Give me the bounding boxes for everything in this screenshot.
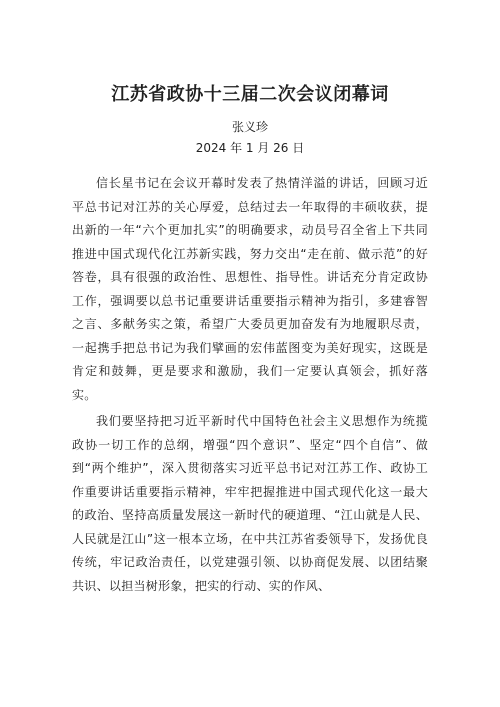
document-date: 2024 年 1 月 26 日 <box>195 141 305 155</box>
body-paragraph-1: 信长星书记在会议开幕时发表了热情洋溢的讲话，回顾习近平总书记对江苏的关心厚爱，总结过去一年取得的丰硕收获，提出新的一年“六个更加扎实”的明确要求，动员号召全省上下共同推进中国式现代化江苏新实践，努力交出“走在前、做示范”的好答卷，具有很强的政治性、思想性、指导性。讲话充分肯定政协工作，强调要以总书记重要讲话重要指示精神为指引，多建睿智之言、多献务实之策，希望广大委员更加奋发有为地履职尽责，一起携手把总书记为我们擘画的宏伟蓝图变为美好现实，这既是肯定和鼓舞，更是要求和激励，我们一定要认真领会，抓好落实。 <box>72 176 428 402</box>
body-paragraph-2: 我们要坚持把习近平新时代中国特色社会主义思想作为统揽政协一切工作的总纲，增强“四个意识”、坚定“四个自信”、做到“两个维护”，深入贯彻落实习近平总书记对江苏工作、政协工作重要讲话重要指示精神，牢牢把握推进中国式现代化这一最大的政治、坚持高质量发展这一新时代的硬道理、“江山就是人民、人民就是江山”这一根本立场，在中共江苏省委领导下，发扬优良传统，牢记政治责任，以党建强引领、以协商促发展、以团结聚共识、以担当树形象，把实的行动、实的作风、 <box>72 414 428 593</box>
document-title: 江苏省政协十三届二次会议闭幕词 <box>111 84 389 105</box>
document-body <box>72 172 428 598</box>
document-author: 张义珍 <box>231 120 268 134</box>
